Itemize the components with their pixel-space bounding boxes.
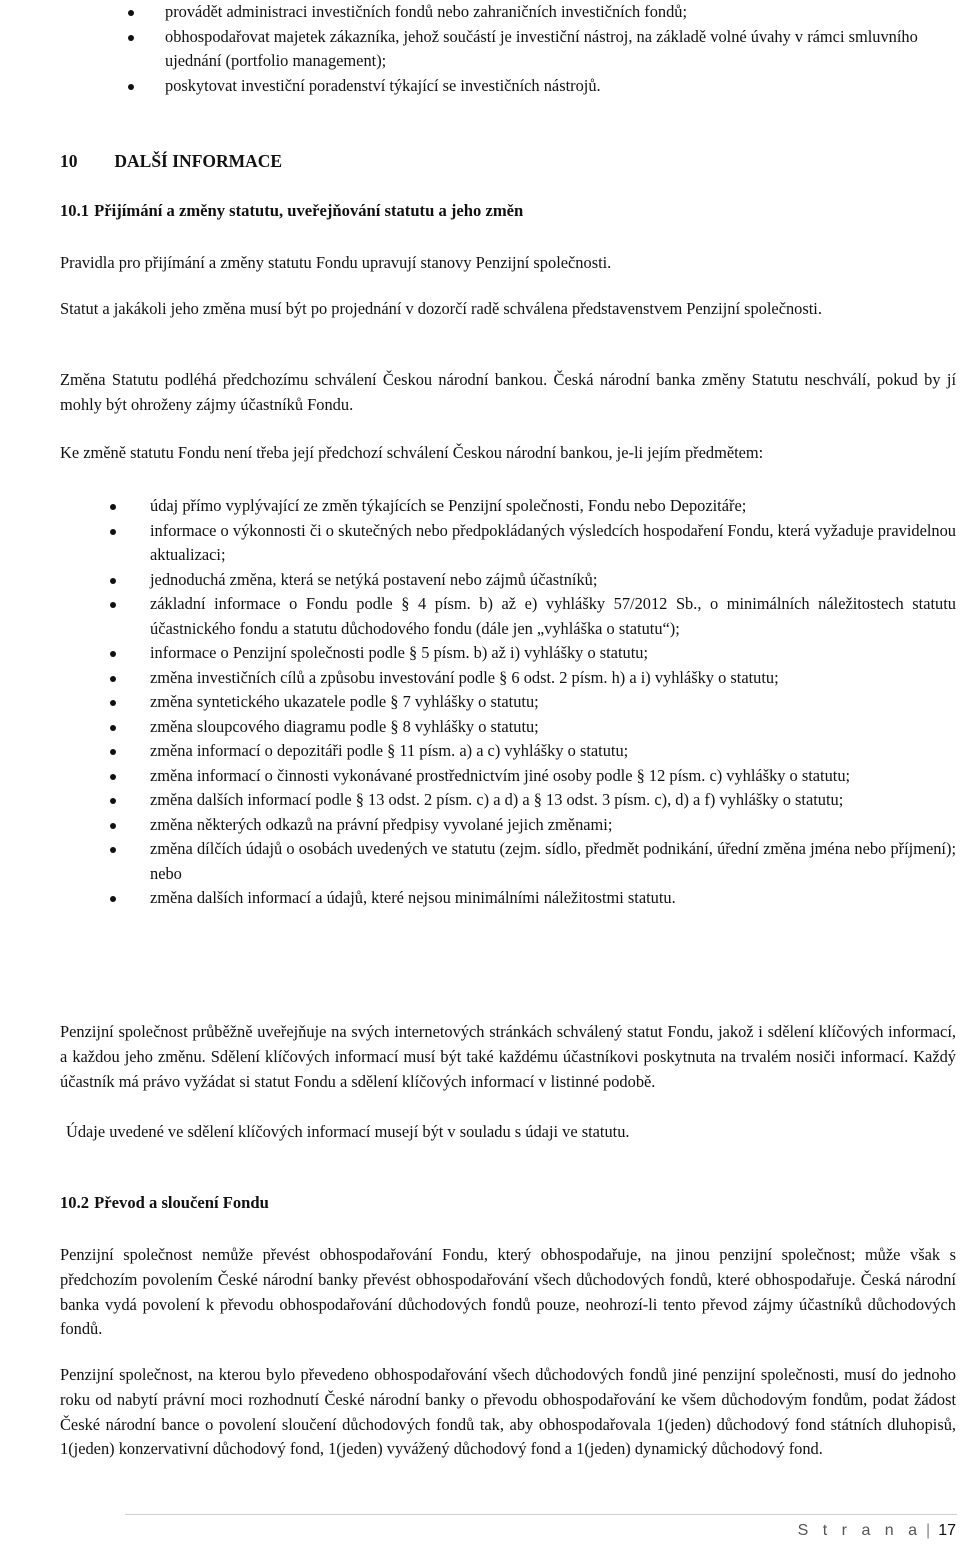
subsection-heading (60, 201, 523, 221)
bullet-icon (128, 10, 134, 16)
list-item: obhospodařovat majetek zákazníka, jehož součástí je investiční nástroj, na základě volné úvahy v rámci smluvního ujednání (portfolio management); (165, 25, 955, 74)
paragraph: Penzijní společnost nemůže převést obhospodařování Fondu, který obhospodařuje, na jinou penzijní společnost; může však s předchozím povolením České národní banky převést obhospodařování všech důchodových fondů, které obhospodařuje. Česká národní banka vydá povolení k převodu obhospodařování důchodových fondů pouze, neohrozí-li tento převod zájmy účastníků důchodových fondů. (60, 1245, 956, 1339)
bullet-icon (110, 602, 116, 608)
list-item: změna některých odkazů na právní předpisy vyvolané jejich změnami; (150, 813, 956, 838)
list-item: změna investičních cílů a způsobu investování podle § 6 odst. 2 písm. h) a i) vyhlášky o statutu; (150, 666, 956, 691)
subsection-title: Převod a sloučení Fondu (94, 1193, 269, 1212)
bullet-icon (110, 749, 116, 755)
subsection-number: 10.1 (60, 201, 90, 220)
list-item: změna informací o činnosti vykonávané prostřednictvím jiné osoby podle § 12 písm. c) vyhlášky o statutu; (150, 764, 956, 789)
bullet-icon (110, 676, 116, 682)
list-item: poskytovat investiční poradenství týkající se investičních nástrojů. (165, 74, 955, 99)
list-item: údaj přímo vyplývající ze změn týkajících se Penzijní společnosti, Fondu nebo Depozitáře; (150, 494, 956, 519)
bullet-icon (110, 529, 116, 535)
list-item: jednoduchá změna, která se netýká postavení nebo zájmů účastníků; (150, 568, 956, 593)
change-bullet-list (150, 494, 956, 911)
bullet-icon (110, 700, 116, 706)
bullet-icon (110, 798, 116, 804)
list-item: provádět administraci investičních fondů nebo zahraničních investičních fondů; (165, 0, 955, 25)
list-item: základní informace o Fondu podle § 4 písm. b) až e) vyhlášky 57/2012 Sb., o minimálních náležitostech statutu účastnického fondu a statutu důchodového fondu (dále jen „vyhláška o statutu“); (150, 592, 956, 641)
paragraph: Ke změně statutu Fondu není třeba její předchozí schválení Českou národní bankou, je-li jejím předmětem: (60, 443, 764, 462)
bullet-icon (110, 774, 116, 780)
footer-separator: | (926, 1522, 931, 1539)
paragraph: Údaje uvedené ve sdělení klíčových informací musejí být v souladu s údaji ve statutu. (66, 1122, 630, 1141)
top-bullet-list (165, 0, 955, 98)
paragraph: Pravidla pro přijímání a změny statutu Fondu upravují stanovy Penzijní společnosti. (60, 253, 612, 272)
section-title: DALŠÍ INFORMACE (114, 151, 283, 171)
bullet-icon (110, 504, 116, 510)
page-number: 17 (938, 1522, 956, 1539)
subsection-title: Přijímání a změny statutu, uveřejňování statutu a jeho změn (94, 201, 524, 220)
list-item: informace o výkonnosti či o skutečných nebo předpokládaných výsledcích hospodaření Fondu, která vyžaduje pravidelnou aktualizaci; (150, 519, 956, 568)
list-item: změna dalších informací a údajů, které nejsou minimálními náležitostmi statutu. (150, 886, 956, 911)
bullet-icon (128, 84, 134, 90)
paragraph: Penzijní společnost průběžně uveřejňuje na svých internetových stránkách schválený statut Fondu, jakož i sdělení klíčových informací, a každou jeho změnu. Sdělení klíčových informací musí být také každému účastníkovi poskytnuta na trvalém nosiči informací. Každý účastník má právo vyžádat si statut Fondu a sdělení klíčových informací v listinné podobě. (60, 1022, 956, 1091)
bullet-icon (110, 847, 116, 853)
section-number: 10 (60, 151, 78, 171)
list-item: změna sloupcového diagramu podle § 8 vyhlášky o statutu; (150, 715, 956, 740)
list-item: změna syntetického ukazatele podle § 7 vyhlášky o statutu; (150, 690, 956, 715)
list-item: změna informací o depozitáři podle § 11 písm. a) a c) vyhlášky o statutu; (150, 739, 956, 764)
paragraph: Penzijní společnost, na kterou bylo převedeno obhospodařování všech důchodových fondů jiné penzijní společnosti, musí do jednoho roku od nabytí právní moci rozhodnutí České národní banky o převodu obhospodařování ke všem důchodovým fondům, podat žádost České národní bance o povolení sloučení důchodových fondů tak, aby obhospodařovala 1(jeden) důchodový fond státních dluhopisů, 1(jeden) konzervativní důchodový fond, 1(jeden) vyvážený důchodový fond a 1(jeden) dynamický důchodový fond. (60, 1365, 956, 1459)
list-item: změna dalších informací podle § 13 odst. 2 písm. c) a d) a § 13 odst. 3 písm. c), d) a f) vyhlášky o statutu; (150, 788, 956, 813)
list-item: informace o Penzijní společnosti podle § 5 písm. b) až i) vyhlášky o statutu; (150, 641, 956, 666)
paragraph: Statut a jakákoli jeho změna musí být po projednání v dozorčí radě schválena představenstvem Penzijní společnosti. (60, 299, 822, 318)
bullet-icon (128, 35, 134, 41)
bullet-icon (110, 823, 116, 829)
paragraph: Změna Statutu podléhá předchozímu schválení Českou národní bankou. Česká národní banka změny Statutu neschválí, pokud by jí mohly být ohroženy zájmy účastníků Fondu. (60, 370, 956, 414)
page-footer (798, 1522, 956, 1540)
list-item: změna dílčích údajů o osobách uvedených ve statutu (zejm. sídlo, předmět podnikání, úřední změna jména nebo příjmení); nebo (150, 837, 956, 886)
subsection-heading (60, 1193, 269, 1213)
bullet-icon (110, 578, 116, 584)
section-heading (60, 151, 282, 172)
bullet-icon (110, 725, 116, 731)
footer-divider (125, 1514, 957, 1515)
page-label: S t r a n a (797, 1522, 923, 1539)
bullet-icon (110, 896, 116, 902)
subsection-number: 10.2 (60, 1193, 90, 1212)
bullet-icon (110, 651, 116, 657)
